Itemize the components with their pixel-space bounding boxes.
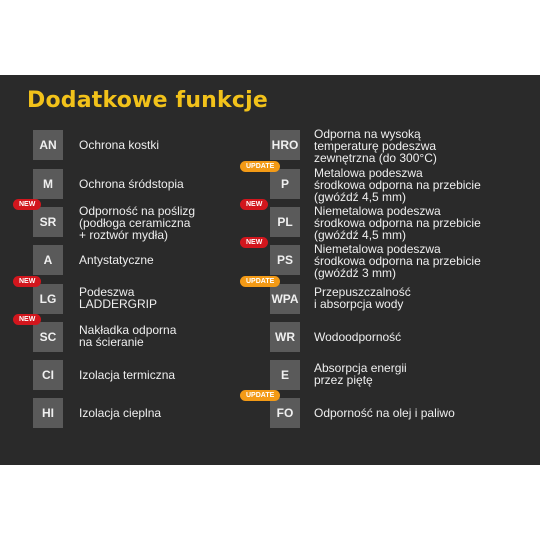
feature-description-line: zewnętrzna (do 300°C) xyxy=(314,151,437,165)
feature-description-line: Antystatyczne xyxy=(79,253,154,267)
feature-code-badge: CI xyxy=(33,360,63,390)
feature-description-line: Odporność na olej i paliwo xyxy=(314,406,455,420)
feature-description xyxy=(314,205,481,241)
feature-description-line: Odporna na wysoką xyxy=(314,127,421,141)
feature-code-badge: M xyxy=(33,169,63,199)
feature-description-line: Przepuszczalność xyxy=(314,285,411,299)
feature-description-line: przez piętę xyxy=(314,373,373,387)
feature-description-line: Izolacja termiczna xyxy=(79,368,176,382)
feature-description xyxy=(79,205,195,241)
feature-code-badge: SR xyxy=(33,207,63,237)
feature-description-line: (podłoga ceramiczna xyxy=(79,216,191,230)
feature-code-badge: WPA xyxy=(270,284,300,314)
feature-description-line: Nakładka odporna xyxy=(79,323,177,337)
feature-description-line: Metalowa podeszwa xyxy=(314,166,423,180)
feature-description-line: środkowa odporna na przebicie xyxy=(314,178,481,192)
feature-code-badge: HI xyxy=(33,398,63,428)
new-tag: NEW xyxy=(240,199,268,210)
feature-description xyxy=(79,139,159,151)
feature-description xyxy=(314,167,481,203)
feature-code-badge: PS xyxy=(270,245,300,275)
new-tag: NEW xyxy=(13,199,41,210)
feature-description xyxy=(79,324,176,348)
feature-description-line: LADDERGRIP xyxy=(79,297,158,311)
panel-title: Dodatkowe funkcje xyxy=(27,88,268,113)
feature-description-line: na ścieranie xyxy=(79,335,144,349)
feature-description xyxy=(314,128,437,164)
feature-description-line: środkowa odporna na przebicie xyxy=(314,216,481,230)
feature-description xyxy=(79,254,154,266)
feature-description-line: (gwóźdź 4,5 mm) xyxy=(314,190,407,204)
feature-description-line: temperaturę podeszwa xyxy=(314,139,437,153)
feature-code-badge: E xyxy=(270,360,300,390)
feature-description-line: środkowa odporna na przebicie xyxy=(314,254,481,268)
feature-description xyxy=(314,362,407,386)
feature-description xyxy=(314,243,481,279)
feature-code-badge: AN xyxy=(33,130,63,160)
feature-code-badge: FO xyxy=(270,398,300,428)
feature-description-line: Izolacja cieplna xyxy=(79,406,162,420)
feature-description xyxy=(79,286,157,310)
feature-description xyxy=(314,286,411,310)
feature-description-line: (gwóźdź 4,5 mm) xyxy=(314,228,407,242)
feature-description xyxy=(79,369,175,381)
feature-code-badge: A xyxy=(33,245,63,275)
update-tag: UPDATE xyxy=(240,161,280,172)
feature-description-line: Niemetalowa podeszwa xyxy=(314,242,441,256)
update-tag: UPDATE xyxy=(240,276,280,287)
feature-description-line: Ochrona śródstopia xyxy=(79,177,184,191)
feature-code-badge: LG xyxy=(33,284,63,314)
feature-description-line: Wodoodporność xyxy=(314,330,402,344)
feature-description-line: i absorpcja wody xyxy=(314,297,404,311)
feature-description-line: Podeszwa xyxy=(79,285,135,299)
feature-description xyxy=(314,331,401,343)
feature-description-line: (gwóźdź 3 mm) xyxy=(314,266,397,280)
new-tag: NEW xyxy=(13,314,41,325)
feature-code-badge: HRO xyxy=(270,130,300,160)
feature-description xyxy=(79,407,161,419)
new-tag: NEW xyxy=(13,276,41,287)
feature-code-badge: WR xyxy=(270,322,300,352)
feature-description-line: Absorpcja energii xyxy=(314,361,407,375)
feature-description-line: Ochrona kostki xyxy=(79,138,160,152)
update-tag: UPDATE xyxy=(240,390,280,401)
feature-description-line: Odporność na poślizg xyxy=(79,204,196,218)
feature-description xyxy=(79,178,184,190)
feature-code-badge: P xyxy=(270,169,300,199)
feature-description-line: + roztwór mydła) xyxy=(79,228,169,242)
feature-code-badge: PL xyxy=(270,207,300,237)
new-tag: NEW xyxy=(240,237,268,248)
feature-description xyxy=(314,407,455,419)
feature-code-badge: SC xyxy=(33,322,63,352)
feature-description-line: Niemetalowa podeszwa xyxy=(314,204,441,218)
